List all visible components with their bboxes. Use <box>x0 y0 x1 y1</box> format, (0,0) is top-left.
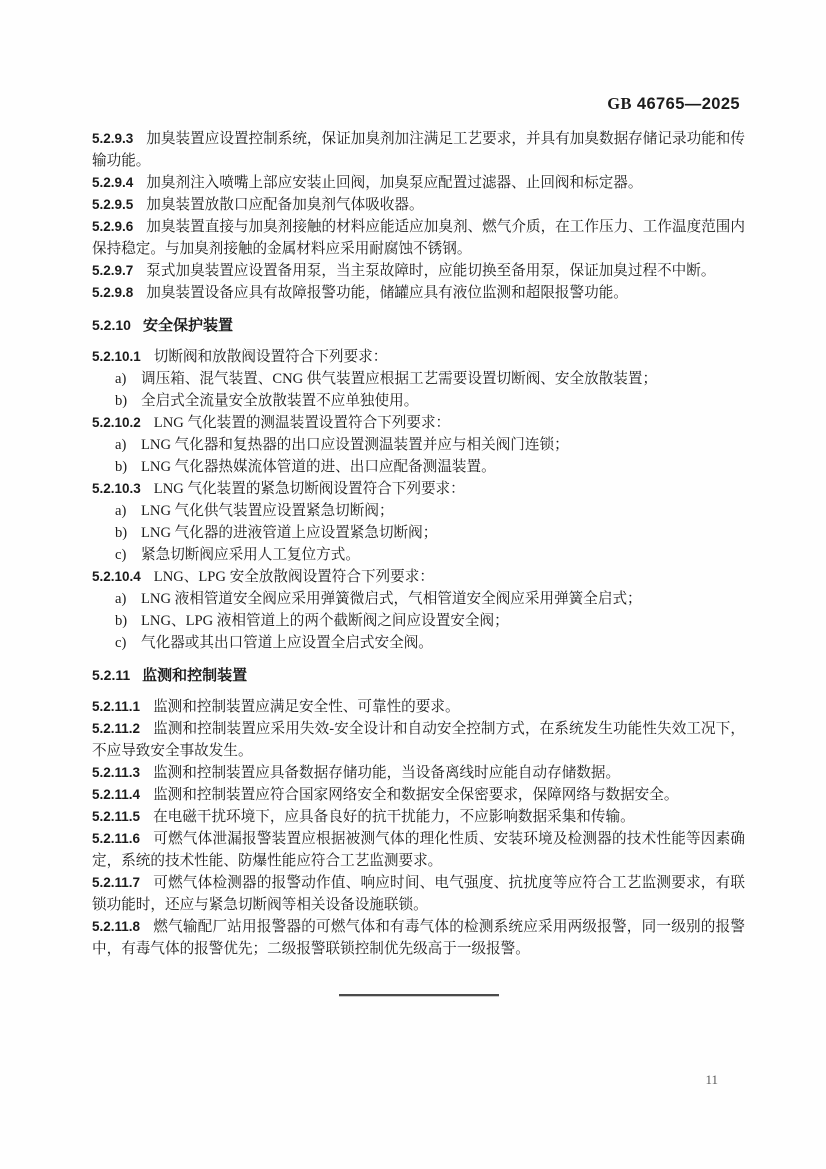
clause-paragraph <box>92 216 745 260</box>
paragraph-text: LNG 气化装置的紧急切断阀设置符合下列要求： <box>153 481 465 497</box>
list-marker: a) <box>115 503 127 519</box>
clause-paragraph <box>92 412 745 434</box>
clause-number: 5.2.9.5 <box>92 197 134 212</box>
paragraph-text: LNG、LPG 液相管道上的两个截断阀之间应设置安全阀； <box>141 613 509 629</box>
list-item <box>92 390 745 412</box>
clause-number: 5.2.9.4 <box>92 175 134 190</box>
clause-paragraph <box>92 872 745 916</box>
clause-paragraph <box>92 916 745 960</box>
list-item <box>92 456 745 478</box>
document-body <box>92 128 745 960</box>
heading-text: 监测和控制装置 <box>142 667 248 684</box>
paragraph-text: 切断阀和放散阀设置符合下列要求： <box>153 349 388 365</box>
paragraph-text: 燃气输配厂站用报警器的可燃气体和有毒气体的检测系统应采用两级报警，同一级别的报警中，有毒气体的报警优先；二级报警联锁控制优先级高于一级报警。 <box>92 919 745 957</box>
clause-number: 5.2.10.1 <box>92 349 141 364</box>
section-heading <box>92 664 745 687</box>
list-marker: b) <box>115 613 128 629</box>
list-item <box>92 610 745 632</box>
list-marker: c) <box>115 547 127 563</box>
paragraph-text: 气化器或其出口管道上应设置全启式安全阀。 <box>141 635 433 651</box>
clause-number: 5.2.11.7 <box>92 875 141 890</box>
clause-paragraph <box>92 282 745 304</box>
page-number: 11 <box>705 1072 718 1087</box>
heading-text: 安全保护装置 <box>142 317 233 334</box>
clause-paragraph <box>92 806 745 828</box>
paragraph-text: 加臭剂注入喷嘴上部应安装止回阀，加臭泵应配置过滤器、止回阀和标定器。 <box>146 175 643 191</box>
clause-paragraph <box>92 128 745 172</box>
paragraph-text: 泵式加臭装置应设置备用泵，当主泵故障时，应能切换至备用泵，保证加臭过程不中断。 <box>146 263 716 279</box>
clause-paragraph <box>92 718 745 762</box>
end-of-text-rule <box>339 994 499 997</box>
list-item <box>92 368 745 390</box>
list-marker: a) <box>115 591 127 607</box>
paragraph-text: LNG 气化器的进液管道上应设置紧急切断阀； <box>141 525 438 541</box>
clause-paragraph <box>92 346 745 368</box>
list-marker: b) <box>115 525 128 541</box>
section-heading <box>92 314 745 337</box>
clause-number: 5.2.9.7 <box>92 263 134 278</box>
standard-prefix: GB <box>607 94 632 113</box>
list-item <box>92 500 745 522</box>
paragraph-text: 可燃气体泄漏报警装置应根据被测气体的理化性质、安装环境及检测器的技术性能等因素确定，系统的技术性能、防爆性能应符合工艺监测要求。 <box>92 831 745 869</box>
list-marker: a) <box>115 437 127 453</box>
list-item <box>92 434 745 456</box>
clause-paragraph <box>92 478 745 500</box>
clause-paragraph <box>92 172 745 194</box>
clause-paragraph <box>92 194 745 216</box>
page-header <box>607 94 740 114</box>
clause-number: 5.2.11 <box>92 667 131 683</box>
paragraph-text: 监测和控制装置应满足安全性、可靠性的要求。 <box>153 699 460 715</box>
paragraph-text: 调压箱、混气装置、CNG 供气装置应根据工艺需要设置切断阀、安全放散装置； <box>141 371 658 387</box>
clause-number: 5.2.9.8 <box>92 285 134 300</box>
list-item <box>92 632 745 654</box>
paragraph-text: 紧急切断阀应采用人工复位方式。 <box>141 547 360 563</box>
paragraph-text: LNG 气化装置的测温装置设置符合下列要求： <box>153 415 451 431</box>
clause-paragraph <box>92 762 745 784</box>
paragraph-text: 监测和控制装置应具备数据存储功能，当设备离线时应能自动存储数据。 <box>153 765 621 781</box>
list-marker: b) <box>115 393 128 409</box>
paragraph-text: 在电磁干扰环境下，应具备良好的抗干扰能力，不应影响数据采集和传输。 <box>153 809 635 825</box>
list-item <box>92 522 745 544</box>
paragraph-text: 加臭装置应设置控制系统，保证加臭剂加注满足工艺要求，并具有加臭数据存储记录功能和传输功能。 <box>92 131 745 169</box>
paragraph-text: 加臭装置放散口应配备加臭剂气体吸收器。 <box>146 197 424 213</box>
paragraph-text: 全启式全流量安全放散装置不应单独使用。 <box>141 393 419 409</box>
clause-paragraph <box>92 696 745 718</box>
clause-number: 5.2.10.4 <box>92 569 141 584</box>
list-marker: a) <box>115 371 127 387</box>
clause-number: 5.2.11.4 <box>92 787 141 802</box>
clause-number: 5.2.9.6 <box>92 219 134 234</box>
standard-number: 46765—2025 <box>636 95 740 113</box>
paragraph-text: 监测和控制装置应符合国家网络安全和数据安全保密要求，保障网络与数据安全。 <box>153 787 679 803</box>
paragraph-text: 加臭装置设备应具有故障报警功能，储罐应具有液位监测和超限报警功能。 <box>146 285 628 301</box>
clause-number: 5.2.11.6 <box>92 831 141 846</box>
clause-paragraph <box>92 566 745 588</box>
paragraph-text: 加臭装置直接与加臭剂接触的材料应能适应加臭剂、燃气介质，在工作压力、工作温度范围内保持稳定。与加臭剂接触的金属材料应采用耐腐蚀不锈钢。 <box>92 219 745 257</box>
paragraph-text: 监测和控制装置应采用失效-安全设计和自动安全控制方式，在系统发生功能性失效工况下，不应导致安全事故发生。 <box>92 721 745 759</box>
clause-number: 5.2.10.3 <box>92 481 141 496</box>
list-item <box>92 544 745 566</box>
clause-number: 5.2.10.2 <box>92 415 141 430</box>
clause-paragraph <box>92 828 745 872</box>
clause-number: 5.2.9.3 <box>92 131 134 146</box>
clause-paragraph <box>92 784 745 806</box>
paragraph-text: LNG 气化器热媒流体管道的进、出口应配备测温装置。 <box>141 459 496 475</box>
page-footer <box>705 1072 718 1088</box>
paragraph-text: LNG 气化供气装置应设置紧急切断阀； <box>141 503 394 519</box>
clause-number: 5.2.11.1 <box>92 699 141 714</box>
clause-paragraph <box>92 260 745 282</box>
list-marker: c) <box>115 635 127 651</box>
clause-number: 5.2.11.5 <box>92 809 141 824</box>
list-item <box>92 588 745 610</box>
paragraph-text: LNG、LPG 安全放散阀设置符合下列要求： <box>153 569 434 585</box>
list-marker: b) <box>115 459 128 475</box>
paragraph-text: LNG 液相管道安全阀应采用弹簧微启式，气相管道安全阀应采用弹簧全启式； <box>141 591 642 607</box>
clause-number: 5.2.11.8 <box>92 919 141 934</box>
clause-number: 5.2.11.3 <box>92 765 141 780</box>
clause-number: 5.2.10 <box>92 317 131 333</box>
paragraph-text: LNG 气化器和复热器的出口应设置测温装置并应与相关阀门连锁； <box>141 437 569 453</box>
clause-number: 5.2.11.2 <box>92 721 141 736</box>
paragraph-text: 可燃气体检测器的报警动作值、响应时间、电气强度、抗扰度等应符合工艺监测要求，有联锁功能时，还应与紧急切断阀等相关设备设施联锁。 <box>92 875 745 913</box>
